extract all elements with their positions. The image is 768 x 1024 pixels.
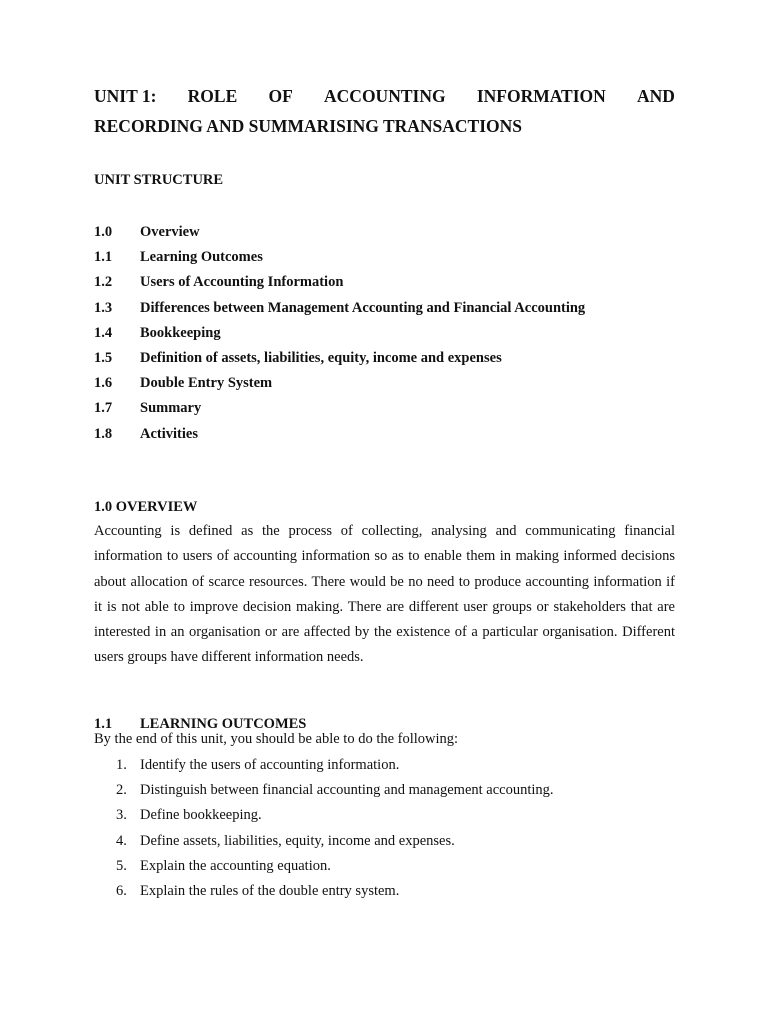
list-item-number: 2. [116,782,127,799]
toc-item-label: Activities [140,425,198,442]
unit-structure-list [94,220,675,447]
toc-item [94,396,675,421]
list-item [94,854,675,879]
list-item-number: 6. [116,883,127,900]
list-item-number: 3. [116,807,127,824]
title-word: OF [268,86,293,106]
toc-item [94,321,675,346]
list-item-text: Explain the accounting equation. [140,857,331,874]
toc-item [94,296,675,321]
toc-item-label: Double Entry System [140,375,273,392]
toc-item-number: 1.8 [94,425,113,442]
toc-item-number: 1.4 [94,324,113,341]
overview-paragraph: Accounting is defined as the process of collecting, analysing and communicating financial information to users of accounting information so as to enable them in making informed decisions about allocation of scarce resources. There would be no need to produce accounting information if it is not able to improve decision making. There are different user groups or stakeholders that are interested in an organisation or are affected by the existence of a particular organisation. Different users groups have different information needs. [94,523,675,666]
unit-title-line-1 [94,86,675,107]
list-item-number: 1. [116,757,127,774]
toc-item-label: Users of Accounting Information [140,274,344,291]
toc-item-number: 1.3 [94,299,113,316]
toc-item [94,346,675,371]
list-item-number: 4. [116,832,127,849]
title-word: INFORMATION [476,86,606,106]
overview-heading: 1.0 OVERVIEW [94,499,198,515]
unit-structure-heading: UNIT STRUCTURE [94,172,224,188]
title-word: ROLE [187,86,238,106]
section-number: 1.1 [94,716,113,733]
learning-outcomes-list [94,753,675,904]
toc-item-label: Bookkeeping [140,324,221,341]
toc-item-label: Differences between Management Accounting and Financial Accounting [140,299,586,316]
title-word: UNIT 1: [94,86,157,106]
toc-item [94,371,675,396]
section-title: LEARNING OUTCOMES [140,716,307,733]
list-item-text: Explain the rules of the double entry system. [140,883,400,900]
toc-item-label: Learning Outcomes [140,249,263,266]
toc-item [94,270,675,295]
title-word: AND [637,86,675,106]
list-item-number: 5. [116,857,127,874]
toc-item-number: 1.0 [94,224,113,241]
toc-item-label: Definition of assets, liabilities, equity, income and expenses [140,350,502,367]
title-word: ACCOUNTING [324,86,446,106]
toc-item-number: 1.5 [94,350,113,367]
toc-item-label: Overview [140,224,200,241]
toc-item [94,422,675,447]
list-item-text: Define assets, liabilities, equity, income and expenses. [140,832,455,849]
toc-item [94,220,675,245]
toc-item-number: 1.6 [94,375,113,392]
toc-item-number: 1.7 [94,400,113,417]
unit-title-line-2: RECORDING AND SUMMARISING TRANSACTIONS [94,116,522,136]
toc-item-label: Summary [140,400,202,417]
toc-item [94,245,675,270]
list-item [94,879,675,904]
learning-outcomes-intro: By the end of this unit, you should be able to do the following: [94,731,459,747]
toc-item-number: 1.2 [94,274,113,291]
list-item-text: Identify the users of accounting information. [140,757,400,774]
list-item-text: Define bookkeeping. [140,807,262,824]
list-item [94,829,675,854]
list-item [94,753,675,778]
list-item [94,803,675,828]
toc-item-number: 1.1 [94,249,113,266]
list-item-text: Distinguish between financial accounting and management accounting. [140,782,554,799]
list-item [94,778,675,803]
